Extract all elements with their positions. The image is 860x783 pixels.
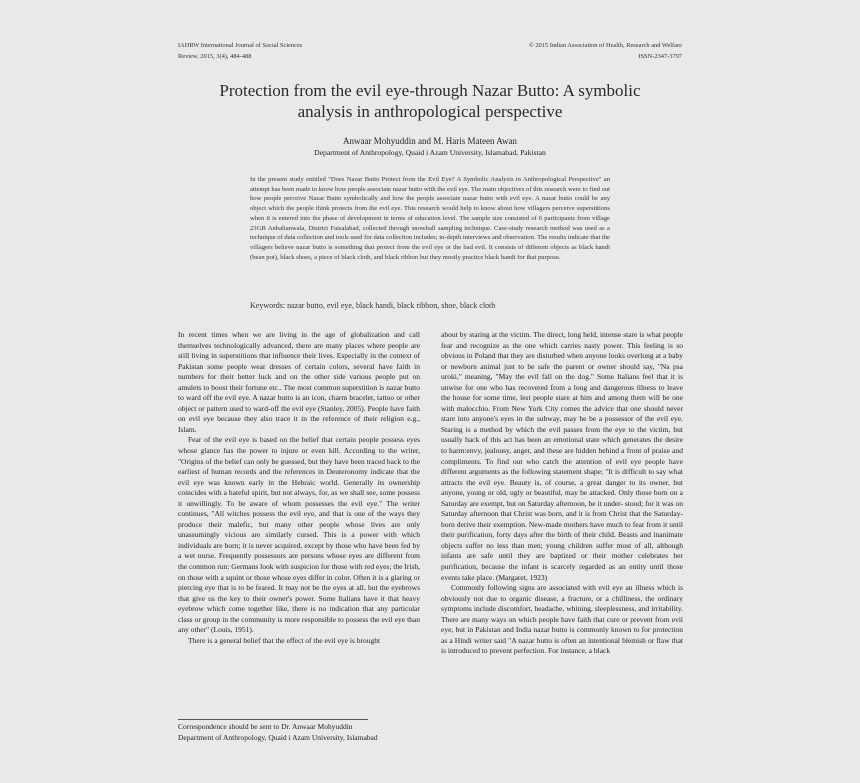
paper-title: Protection from the evil eye-through Nazar Butto: A symbolic analysis in anthropological perspective xyxy=(219,81,641,121)
copyright-line: © 2015 Indian Association of Health, Research and Welfare xyxy=(528,42,682,49)
author-affiliation: Department of Anthropology, Quaid i Azam University, Islamabad, Pakistan xyxy=(314,148,546,157)
body-paragraph: In recent times when we are living in the age of globalization and call themselves technologically advanced, there are many places where people are still living in superstitions that influence their lives. Especially in the context of Pakistan some people wear dresses of certain colors, several have faith in numbers for their better luck and on the other side various people put on amulets to boost their fortune etc.. The most common superstition is nazar butto to ward off the evil eye. A nazar butto is an icon, charm bracelet, tattoo or other object or pattern used to ward-off the evil eye (Stanley, 2005). People have faith on evil eye because they also trace it in the reference of their religion e.g., Islam. xyxy=(178,330,420,434)
footnote-divider xyxy=(178,719,368,720)
journal-header xyxy=(178,40,302,62)
body-column-left xyxy=(178,330,420,728)
keywords: Keywords: nazar butto, evil eye, black handi, black ribbon, shoe, black cloth xyxy=(250,301,496,310)
body-paragraph: There is a general belief that the effect of the evil eye is brought xyxy=(188,635,381,645)
body-paragraph: Commonly following signs are associated with evil eye an illness which is obviously not due to organic disease, a fracture, or a chilliness, the ordinary symptoms include discomfort, headache, whining, sleeplessness, and irritability. There are many ways on which people have faith that cure or prevent from evil eye, but in Pakistan and India nazar butto is commonly known to for protection as a Hindi writer said "A nazar butto is often an intentional blemish or flaw that is introduced to prevent perfection. For instance, a black xyxy=(441,583,683,656)
journal-name: IAHRW International Journal of Social Sciences xyxy=(178,42,303,49)
body-column-right xyxy=(441,330,683,745)
body-paragraph: Fear of the evil eye is based on the belief that certain people possess eyes whose glance has the power to injure or even kill. According to the writer, "Origins of the belief can only be guessed, but they have been traced back to the earliest of human records and the references in Deuteronomy indicate that the evil eye was known early in the Hebraic world. Generally its ownership coincides with a hateful spirit, but not always, for, as we shall see, some possess it unwillingly. To be aware of whom possesses the evil eye." The writer continues, "All witches possess the evil eye, and that is one of the ways they produce their malefic, but many other people whose lives are only unassumingly vicious are similarly cursed. This is a power with which individuals are born; it is never acquired, except by those who have been fed by a wet nurse. Frequently possessors are persons whose eyes are different from the common run: Germans look with suspicion for those with red eyes; the Irish, on those with a squint or those whose eyes differ in color. Often it is a glaring or piercing eye that is to be feared. It may not be the eyes at all, but the eyebrows that give us the key to their owner's power. Some Italians have it that heavy eyebrow which come together like, there is no indication that any particular class or group in the community is more responsible to possess the evil eye than any other" (Louis, 1951). xyxy=(178,435,420,635)
copyright-header xyxy=(529,40,682,62)
correspondence-address: Department of Anthropology, Quaid i Azam University, Islamabad xyxy=(178,733,378,742)
issn-line: ISSN-2347-3797 xyxy=(638,53,682,60)
correspondence-note: Correspondence should be sent to Dr. Anwaar Mohyuddin xyxy=(178,722,353,731)
paper-authors: Anwaar Mohyuddin and M. Haris Mateen Awan xyxy=(343,136,517,146)
abstract: In the present study entitled "Does Nazar Butto Protect from the Evil Eye? A Symbolic Analysis in Anthropological Perspective" an attempt has been made to know how people associate nazar butto with the evil eye. The main objectives of this research were to find out how people perceive Nazar Butto symbolically and how the people associate nazar butto with evil eye. A nazar butto could be any object which the people think protects from the evil eye. This research would help to know about how villagers perceive superstitions when it is entered into the phase of development in terms of education level. The sample size consisted of 6 participants from village 23GB Anbalianwala, District Faisalabad, collected through snowball sampling technique. Case-study research method was used as a technique of data collection and tools used for data collection includes; in-depth interviews and observation. The results indicate that the villagers believe nazar butto is something that protect from the evil eye or the bad evil. It consists of different objects as black handi (bean pot), black shoes, a piece of black cloth, and black ribbon but they mostly practice black handi for that purpose. xyxy=(250,176,610,261)
journal-citation: Review, 2015, 3(4), 484-488 xyxy=(178,53,252,60)
body-paragraph: about by staring at the victim. The direct, long held, intense stare is what people fear and recognize as the one which carries nasty power. This feeling is so obvious in Poland that they are disturbed when anyone looks overlong at a baby or newborn animal just to be safe the parent or owner should say, "Na psa uroki," meaning, "May the evil fall on the dog." Some Italians feel that it is unwise for one who has recovered from a long and dangerous illness to leave the house for some time, lest people stare at him and among them will be one with malocchio. From New York City comes the advice that one should never stare into anyone's eyes in the subway, may he be a possessor of the evil eye. Staring is a method by which the evil passes from the eye to the victim, but usually back of this act has been an emotional state which generates the desire to harm:envy, jealousy, anger, and these are hidden behind a front of praise and compliments. To find out who catch the attention of evil eye people have different arguments as the following statement shape; "It is difficult to say what attracts the evil eye. Beauty is, of course, a great danger to its owner, but anyone, young or old, ugly or beautiful, may be attacked. Only those born on a Saturday are exempt, but on Saturday afternoon, be it under- stood; for it was on Saturday afternoon that Christ was born, and it is from Christ that the Saturday-born derive their exemption. New-made mothers have much to fear from it until their purification, forty days after the birth of their child. Beasts and inanimate objects suffer no less than men; young children suffer most of all, although infants are safe until they are baptized or their mother celebrates her purification, because the infant is scarcely regarded as an entity until those events take place. (Margaret, 1923) xyxy=(441,330,683,582)
